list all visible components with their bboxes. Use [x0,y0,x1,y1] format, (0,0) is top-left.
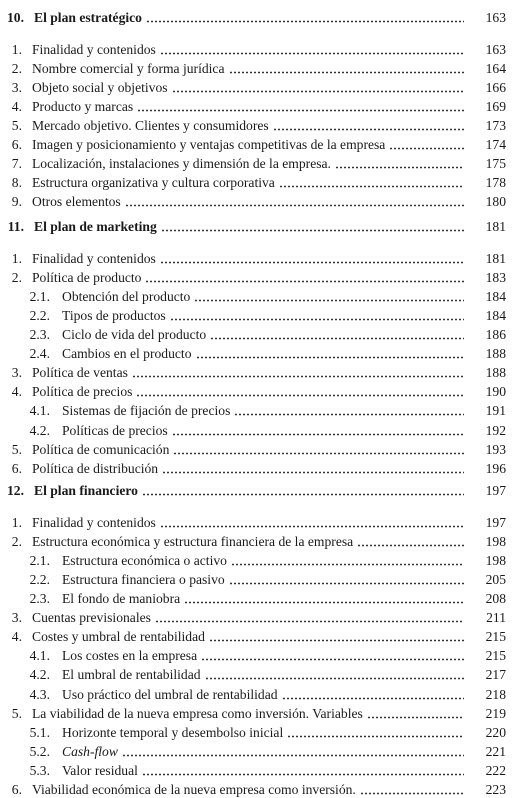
dot-leader [367,716,464,719]
toc-section-entry[interactable] [0,175,514,191]
entry-number: 7. [11,156,22,172]
entry-title: El umbral de rentabilidad [62,667,201,683]
dot-leader [184,601,464,604]
dot-leader [194,299,464,302]
entry-title: Política de precios [32,384,133,400]
entry-title: Objeto social y objetivos [32,80,168,96]
dot-leader [155,620,464,623]
entry-title: Política de producto [32,270,142,286]
dot-leader [161,229,464,232]
dot-leader [335,166,464,169]
entry-page-number: 205 [485,572,506,588]
entry-title: Nombre comercial y forma jurídica [32,61,225,77]
dot-leader [172,90,464,93]
dot-leader [234,413,464,416]
chapter-title: El plan de marketing [34,219,157,234]
entry-page-number: 184 [485,289,506,305]
entry-number: 4. [11,629,22,645]
entry-page-number: 211 [486,610,506,626]
entry-page-number: 193 [485,441,506,457]
dot-leader [160,52,464,55]
entry-title: Finalidad y contenidos [32,515,156,530]
entry-number: 3. [11,80,22,96]
dot-leader [287,735,464,738]
entry-title: Ciclo de vida del producto [62,327,207,343]
entry-title: Valor residual [62,762,138,778]
entry-title: Estructura financiera o pasivo [62,572,225,588]
dot-leader [360,792,464,795]
dot-leader [125,204,464,207]
entry-page-number: 191 [485,403,506,419]
entry-title: Uso práctico del umbral de rentabilidad [62,686,278,702]
entry-title: La viabilidad de la nueva empresa como inversión. Variables [32,705,363,721]
entry-title: Los costes en la empresa [62,648,198,664]
entry-title: Otros elementos [32,194,121,210]
entry-title: Obtención del producto [62,289,191,305]
toc-section-entry[interactable] [0,251,514,267]
entry-number: 3. [11,610,22,626]
entry-page-number: 196 [485,460,506,476]
toc-section-entry[interactable] [0,365,514,381]
entry-title: Horizonte temporal y desembolso inicial [62,724,284,740]
dot-leader [160,525,464,528]
entry-page-number: 173 [485,118,506,134]
entry-title: Política de comunicación [32,441,170,457]
dot-leader [273,128,464,131]
toc-subsection-entry[interactable] [0,725,514,741]
toc-section-entry[interactable] [0,137,514,153]
chapter-heading[interactable] [0,483,514,499]
toc-subsection-entry[interactable] [0,687,514,703]
entry-title: Producto y marcas [32,99,134,115]
dot-leader [146,20,464,23]
entry-title: Finalidad y contenidos [32,251,156,266]
entry-page-number: 163 [485,42,506,57]
toc-section-entry[interactable] [0,156,514,172]
entry-number: 4.2. [29,667,50,683]
entry-title: Localización, instalaciones y dimensión de la empresa. [32,156,331,172]
toc-subsection-entry[interactable] [0,763,514,779]
dot-leader [229,582,464,585]
entry-title: Costes y umbral de rentabilidad [32,629,205,645]
dot-leader [136,394,464,397]
entry-title: Estructura económica o activo [62,553,227,569]
entry-title: Estructura organizativa y cultura corporativa [32,175,275,191]
toc-section-entry[interactable] [0,118,514,134]
entry-number: 1. [11,515,22,530]
entry-number: 4. [11,384,22,400]
chapter-page-number: 197 [485,483,506,498]
toc-section-entry[interactable] [0,384,514,400]
toc-section-entry[interactable] [0,442,514,458]
toc-section-entry[interactable] [0,629,514,645]
entry-number: 4. [11,99,22,115]
entry-title: Mercado objetivo. Clientes y consumidores [32,118,269,134]
entry-page-number: 166 [485,80,506,96]
toc-subsection-entry[interactable] [0,744,514,760]
entry-page-number: 220 [485,724,506,740]
entry-page-number: 188 [485,365,506,381]
entry-number: 8. [11,175,22,191]
toc-subsection-entry[interactable] [0,327,514,343]
toc-section-entry[interactable] [0,782,514,798]
entry-page-number: 223 [485,781,506,797]
toc-subsection-entry[interactable] [0,591,514,607]
entry-page-number: 183 [485,270,506,286]
dot-leader [389,147,464,150]
toc-section-entry[interactable] [0,270,514,286]
entry-page-number: 197 [485,515,506,530]
entry-number: 4.1. [29,648,50,664]
entry-page-number: 174 [485,137,506,153]
entry-number: 4.2. [29,422,50,438]
chapter-title: El plan financiero [34,483,138,498]
dot-leader [357,544,464,547]
dot-leader [145,280,464,283]
toc-subsection-entry[interactable] [0,667,514,683]
entry-number: 2.4. [29,346,50,362]
entry-page-number: 181 [485,251,506,266]
entry-page-number: 221 [485,743,506,759]
toc-subsection-entry[interactable] [0,346,514,362]
entry-title: Cambios en el producto [62,346,192,362]
entry-page-number: 198 [485,553,506,569]
entry-number: 2.2. [29,572,50,588]
toc-section-entry[interactable] [0,461,514,477]
entry-page-number: 215 [485,629,506,645]
entry-number: 5. [11,705,22,721]
dot-leader [205,677,464,680]
toc-subsection-entry[interactable] [0,289,514,305]
dot-leader [170,318,464,321]
dot-leader [196,356,465,359]
chapter-number: 12. [7,483,24,498]
dot-leader [210,337,464,340]
entry-page-number: 215 [485,648,506,664]
entry-page-number: 178 [485,175,506,191]
dot-leader [160,261,464,264]
entry-title: Tipos de productos [62,308,166,324]
chapter-number: 11. [7,219,24,234]
entry-page-number: 169 [485,99,506,115]
entry-page-number: 164 [485,61,506,77]
chapter-page-number: 181 [485,219,506,234]
toc-subsection-entry[interactable] [0,403,514,419]
entry-page-number: 222 [485,762,506,778]
entry-number: 5. [11,118,22,134]
dot-leader [231,563,464,566]
entry-number: 6. [11,781,22,797]
entry-number: 5.2. [29,743,50,759]
entry-page-number: 188 [485,346,506,362]
entry-page-number: 186 [485,327,506,343]
entry-number: 2.1. [29,553,50,569]
toc-subsection-entry[interactable] [0,553,514,569]
toc-subsection-entry[interactable] [0,648,514,664]
entry-title: Política de ventas [32,365,128,381]
entry-number: 5.1. [29,724,50,740]
entry-page-number: 198 [485,534,506,550]
dot-leader [282,697,464,700]
toc-section-entry[interactable] [0,61,514,77]
entry-number: 2. [11,61,22,77]
entry-number: 2.3. [29,591,50,607]
dot-leader [137,109,464,112]
dot-leader [279,185,464,188]
entry-page-number: 218 [485,686,506,702]
entry-number: 5. [11,441,22,457]
toc-section-entry[interactable] [0,610,514,626]
toc-section-entry[interactable] [0,42,514,58]
entry-title: Política de distribución [32,460,159,476]
entry-page-number: 180 [485,194,506,210]
entry-number: 9. [11,194,22,210]
dot-leader [173,452,464,455]
entry-page-number: 184 [485,308,506,324]
entry-title: Finalidad y contenidos [32,42,156,57]
dot-leader [132,375,464,378]
entry-number: 5.3. [29,762,50,778]
toc-section-entry[interactable] [0,80,514,96]
entry-page-number: 208 [485,591,506,607]
dot-leader [142,773,464,776]
entry-number: 4.1. [29,403,50,419]
entry-number: 1. [11,42,22,57]
toc-section-entry[interactable] [0,99,514,115]
entry-number: 2.2. [29,308,50,324]
entry-number: 4.3. [29,686,50,702]
entry-number: 2. [11,270,22,286]
entry-title: Políticas de precios [62,422,168,438]
chapter-title: El plan estratégico [34,10,142,25]
entry-number: 2. [11,534,22,550]
chapter-page-number: 163 [485,10,506,25]
dot-leader [201,658,464,661]
chapter-number: 10. [7,10,24,25]
toc-subsection-entry[interactable] [0,423,514,439]
dot-leader [122,754,464,757]
entry-title: Viabilidad económica de la nueva empresa como inversión. [32,781,356,797]
dot-leader [142,493,464,496]
entry-title: Cash-flow [62,743,118,759]
dot-leader [209,639,464,642]
chapter-heading[interactable] [0,10,514,26]
dot-leader [172,433,464,436]
toc-subsection-entry[interactable] [0,308,514,324]
entry-number: 3. [11,365,22,381]
entry-number: 1. [11,251,22,266]
entry-title: El fondo de maniobra [62,591,181,607]
entry-page-number: 192 [485,422,506,438]
entry-page-number: 219 [485,705,506,721]
entry-page-number: 217 [485,667,506,683]
entry-title: Imagen y posicionamiento y ventajas competitivas de la empresa [32,137,386,153]
dot-leader [162,471,464,474]
toc-section-entry[interactable] [0,194,514,210]
entry-title: Sistemas de fijación de precios [62,403,231,419]
toc-section-entry[interactable] [0,534,514,550]
entry-number: 6. [11,460,22,476]
toc-section-entry[interactable] [0,515,514,531]
entry-number: 2.3. [29,327,50,343]
toc-section-entry[interactable] [0,706,514,722]
entry-page-number: 175 [485,156,506,172]
entry-title: Estructura económica y estructura financiera de la empresa [32,534,354,550]
entry-page-number: 190 [485,384,506,400]
entry-title: Cuentas previsionales [32,610,151,626]
dot-leader [229,71,465,74]
toc-subsection-entry[interactable] [0,572,514,588]
entry-number: 6. [11,137,22,153]
entry-number: 2.1. [29,289,50,305]
chapter-heading[interactable] [0,219,514,235]
